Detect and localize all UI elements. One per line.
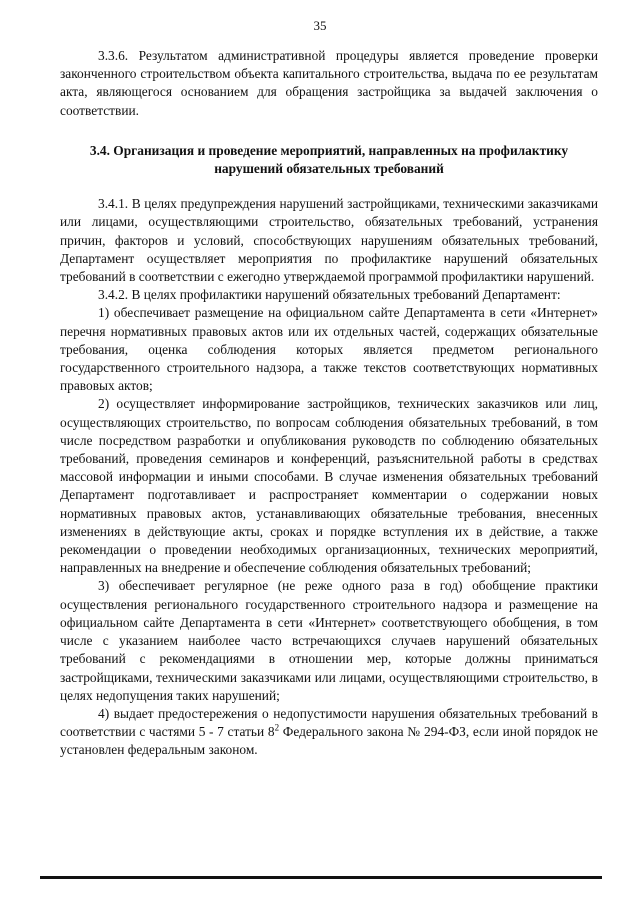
list-item-4-text-end: Федерального закона № 294-ФЗ, если иной порядок не установлен федеральным законом. [60,724,598,758]
article-superscript: 2 [274,722,280,733]
list-item-4-text-start: 4) выдает предостережения о недопустимости нарушения обязательных требований в соответствии с частями 5 - 7 статьи 8 [60,705,598,740]
paragraph-3-4-2: 3.4.2. В целях профилактики нарушений обязательных требований Департамент: [98,287,561,303]
list-item-2: 2) осуществляет информирование застройщиков, технических заказчиков или лиц, осуществляющих строительство, по вопросам соблюдения обязательных требований, в том числе посредством разработки и опубликования руководств по соблюдению обязательных требований, проведения семинаров и конференций, разъяснительной работы в средствах массовой информации и иными способами. В случае изменения обязательных требований Департамент подготавливает и распространяет комментарии о содержании новых нормативных правовых актов, устанавливающих обязательные требования, внесенных изменениях в действующие акты, сроках и порядке вступления их в действие, а также рекомендации о проведении необходимых организационных, технических мероприятий, направленных на внедрение и обеспечение соблюдения обязательных требований; [60,396,598,576]
list-item-3: 3) обеспечивает регулярное (не реже одного раза в год) обобщение практики осуществления регионального государственного строительного надзора и размещение на официальном сайте Департамента в сети «Интернет» соответствующего обобщения, в том числе с указанием наиболее часто встречающихся случаев нарушений обязательных требований с рекомендациями в отношении мер, которые должны приниматься застройщиками, техническими заказчиками или лицами, осуществляющими строительство, в целях недопущения таких нарушений; [60,578,598,703]
page-content [60,47,598,760]
page-number: 35 [313,18,327,33]
paragraph-3-4-1: 3.4.1. В целях предупреждения нарушений застройщиками, техническими заказчиками или лицами, осуществляющими строительство, обязательных требований, устранения причин, факторов и условий, способствующих нарушениям обязательных требований, Департамент осуществляет мероприятия по профилактике нарушений обязательных требований в соответствии с ежегодно утверждаемой программой профилактики нарушений. [60,196,598,285]
paragraph-3-3-6: 3.3.6. Результатом административной процедуры является проведение проверки законченного строительством объекта капитального строительства, выдача по ее результатам акта, являющегося основанием для обращения застройщика за выдачей заключения о соответствии. [60,48,598,118]
section-title-3-4: 3.4. Организация и проведение мероприятий, направленных на профилактику нарушений обязательных требований [89,142,569,177]
bottom-rule [40,876,602,879]
list-item-4 [60,705,598,760]
list-item-1: 1) обеспечивает размещение на официальном сайте Департамента в сети «Интернет» перечня нормативных правовых актов или их отдельных частей, содержащих обязательные требования, оценка соблюдения которых является предметом регионального государственного строительного надзора, а также текстов соответствующих нормативных правовых актов; [60,305,598,394]
